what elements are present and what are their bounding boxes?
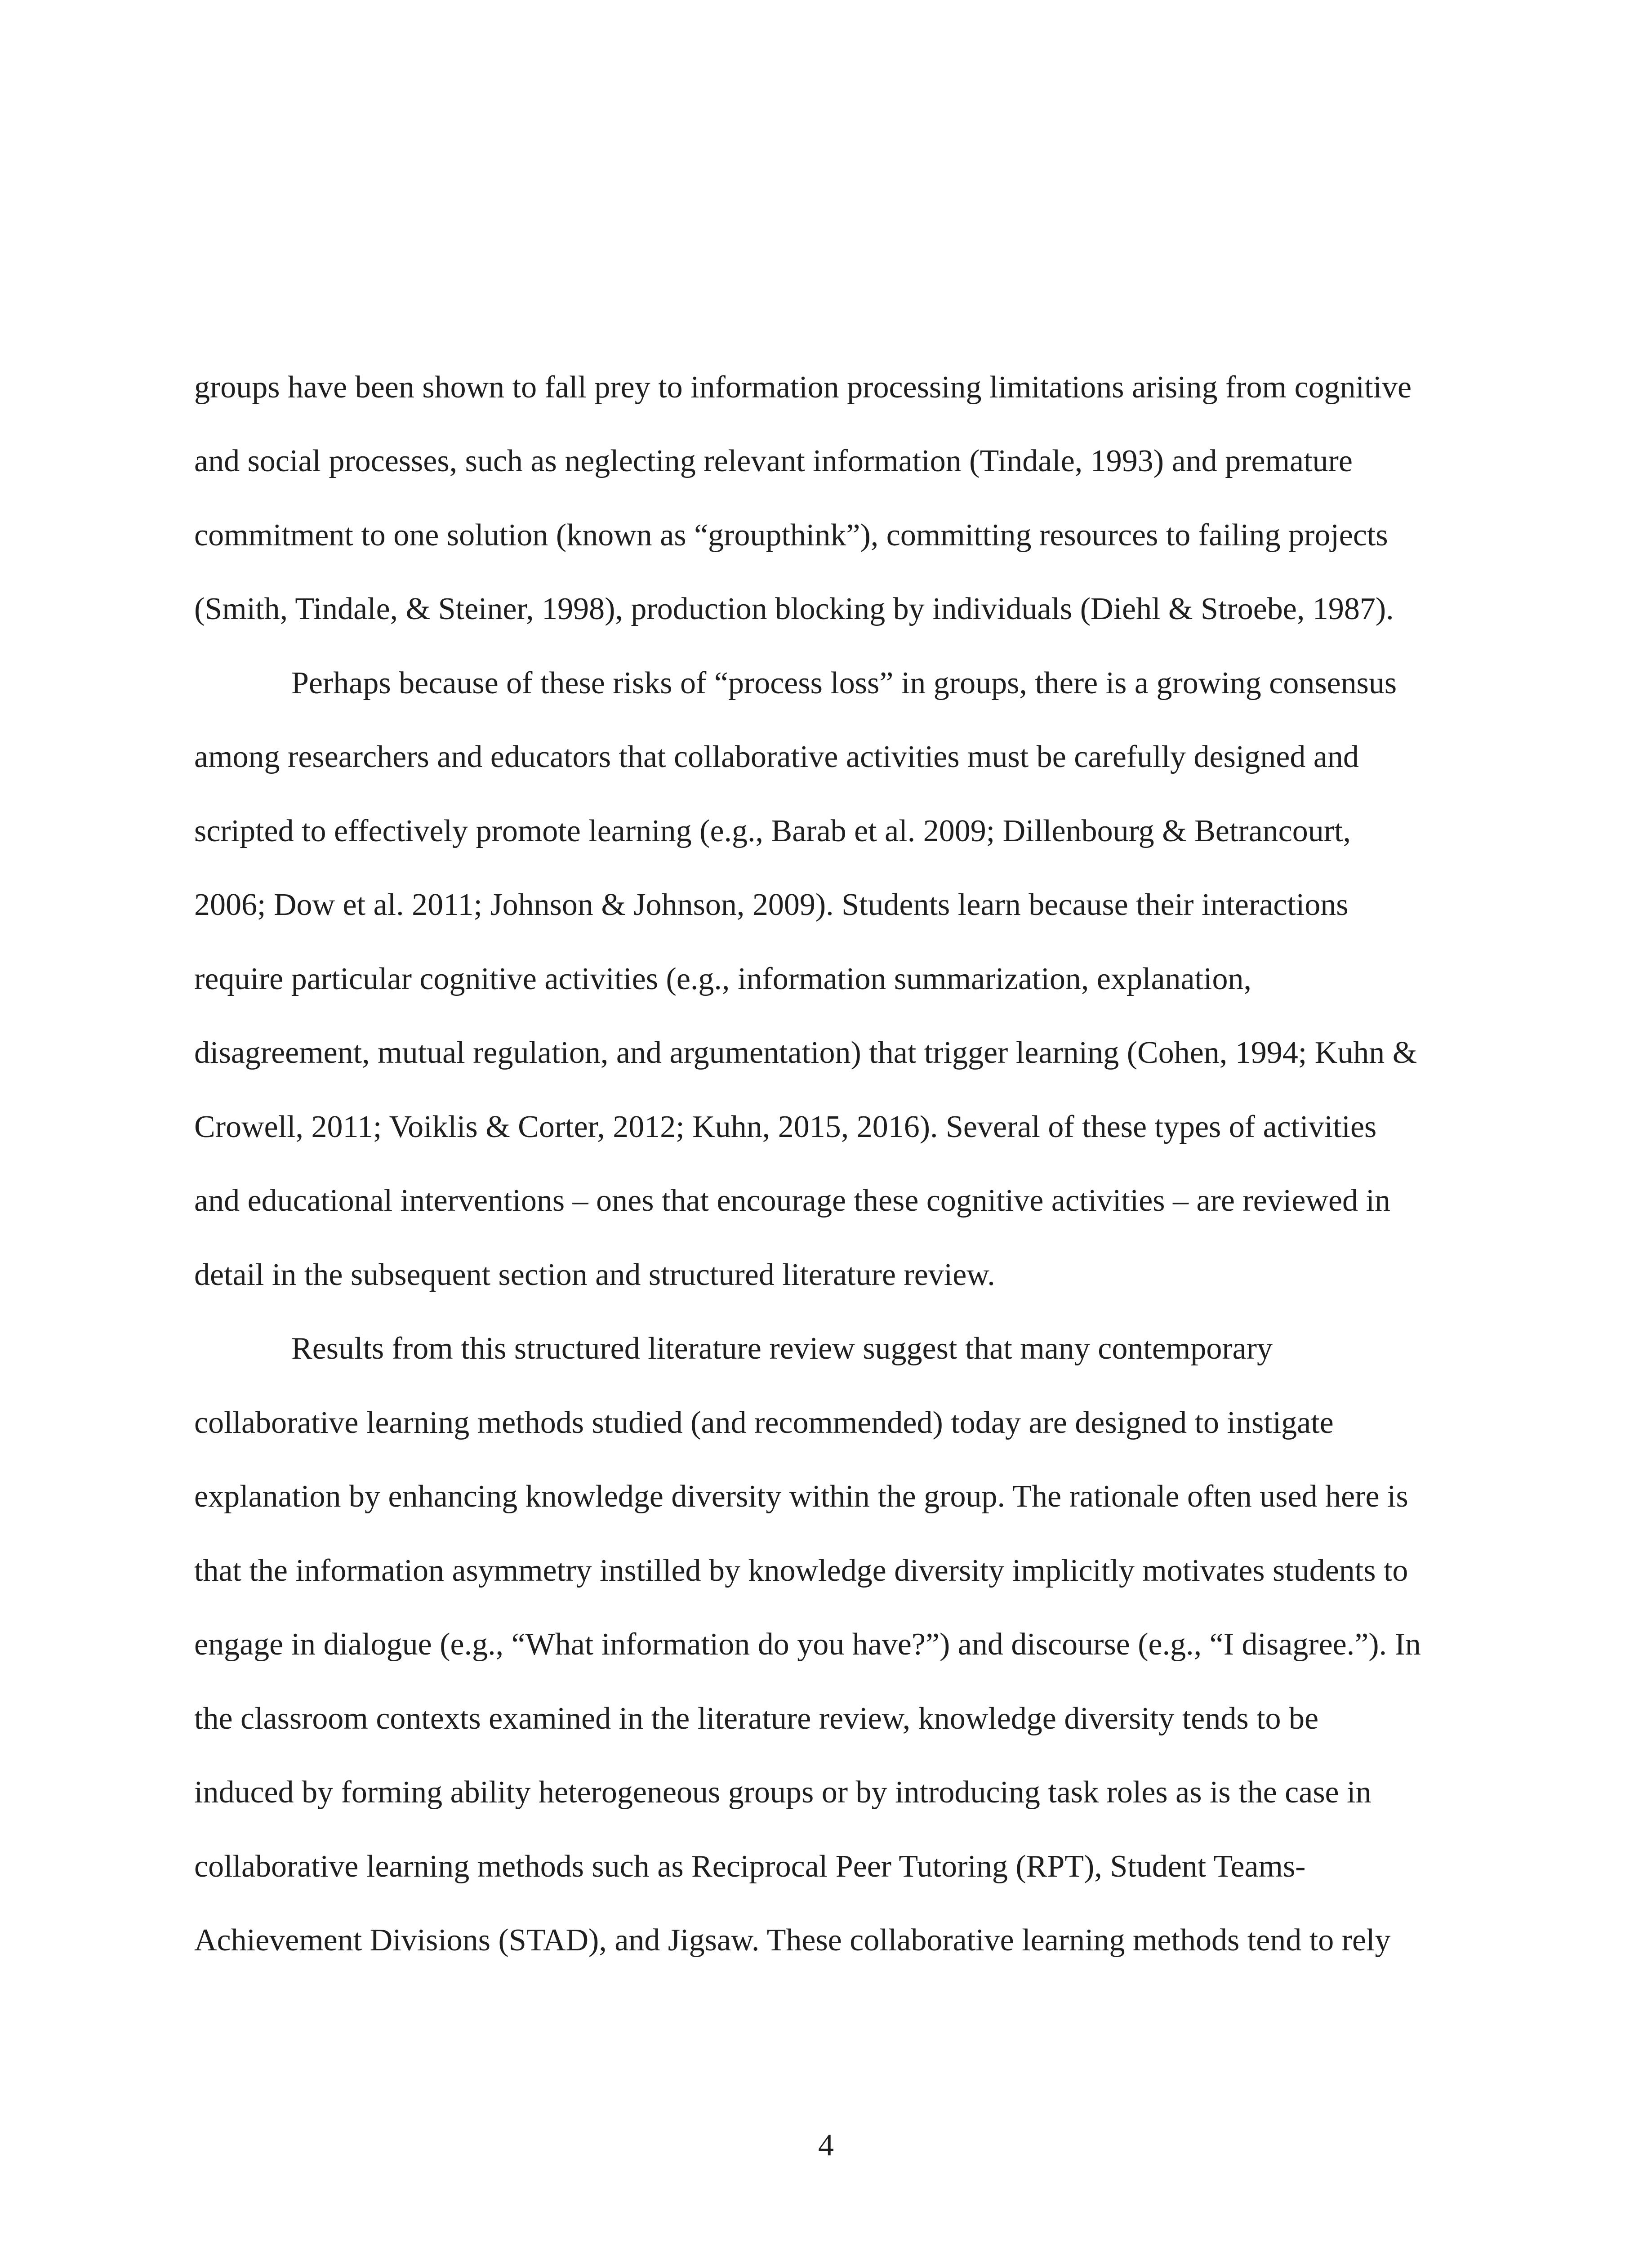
text-line: and social processes, such as neglecting relevant information (Tindale, 1993) and premature: [194, 444, 1353, 478]
text-line: and educational interventions – ones that encourage these cognitive activities – are reviewed in: [194, 1183, 1390, 1218]
text-line: Results from this structured literature review suggest that many contemporary: [291, 1331, 1273, 1366]
text-line: disagreement, mutual regulation, and argumentation) that trigger learning (Cohen, 1994; Kuhn &: [194, 1035, 1417, 1070]
text-line: (Smith, Tindale, & Steiner, 1998), production blocking by individuals (Diehl & Stroebe, 1987).: [194, 592, 1394, 626]
text-line: engage in dialogue (e.g., “What information do you have?”) and discourse (e.g., “I disagree.”). In: [194, 1627, 1421, 1662]
text-line: the classroom contexts examined in the literature review, knowledge diversity tends to be: [194, 1701, 1319, 1736]
text-line: induced by forming ability heterogeneous groups or by introducing task roles as is the case in: [194, 1775, 1371, 1810]
text-line: collaborative learning methods such as Reciprocal Peer Tutoring (RPT), Student Teams-: [194, 1849, 1306, 1884]
text-line: detail in the subsequent section and structured literature review.: [194, 1258, 995, 1292]
text-line: that the information asymmetry instilled by knowledge diversity implicitly motivates students to: [194, 1553, 1408, 1588]
text-line: Crowell, 2011; Voiklis & Corter, 2012; Kuhn, 2015, 2016). Several of these types of activities: [194, 1110, 1377, 1144]
text-line: groups have been shown to fall prey to information processing limitations arising from cognitive: [194, 370, 1412, 405]
text-line: explanation by enhancing knowledge diversity within the group. The rationale often used here is: [194, 1479, 1408, 1514]
text-line: Perhaps because of these risks of “process loss” in groups, there is a growing consensus: [291, 666, 1397, 700]
text-line: commitment to one solution (known as “groupthink”), committing resources to failing projects: [194, 518, 1388, 553]
text-line: 2006; Dow et al. 2011; Johnson & Johnson, 2009). Students learn because their interactions: [194, 888, 1349, 922]
text-line: require particular cognitive activities (e.g., information summarization, explanation,: [194, 962, 1251, 996]
text-line: among researchers and educators that collaborative activities must be carefully designed and: [194, 740, 1359, 774]
text-line: Achievement Divisions (STAD), and Jigsaw. These collaborative learning methods tend to rely: [194, 1923, 1391, 1958]
text-line: collaborative learning methods studied (and recommended) today are designed to instigate: [194, 1405, 1334, 1440]
page-number: 4: [818, 2128, 834, 2163]
text-line: scripted to effectively promote learning (e.g., Barab et al. 2009; Dillenbourg & Betrancourt,: [194, 814, 1351, 848]
